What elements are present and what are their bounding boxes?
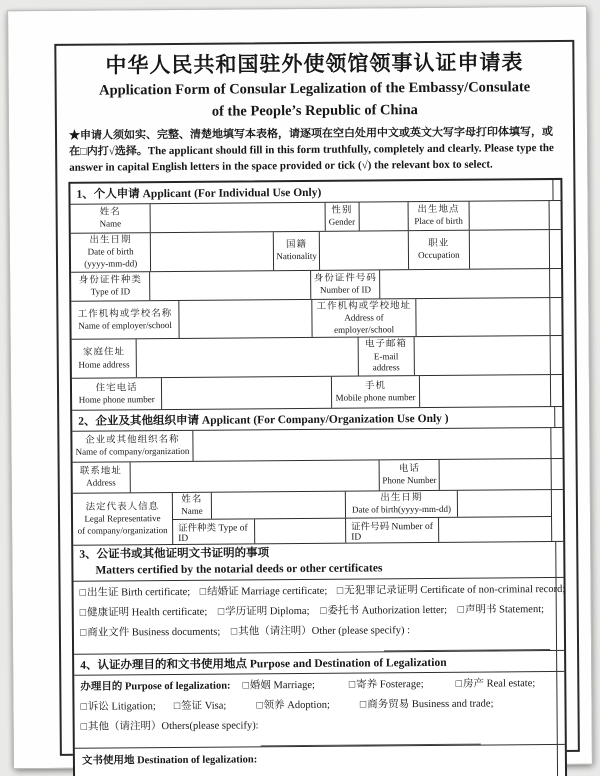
table-row xyxy=(72,427,562,462)
checkbox-icon: □ xyxy=(457,604,465,616)
checkbox-business-documents[interactable]: □商业文件 Business documents; xyxy=(80,627,220,639)
table-row xyxy=(71,297,561,340)
checkbox-marriage[interactable]: □婚姻 Marriage; xyxy=(242,676,315,697)
destination-row xyxy=(75,744,565,776)
company-phone-label: 电话 Phone Number xyxy=(379,460,439,490)
home-address-input-cell[interactable] xyxy=(136,338,357,377)
nationality-input-cell[interactable] xyxy=(319,231,409,269)
checkbox-authorization-letter[interactable]: □委托书 Authorization letter; xyxy=(320,605,447,617)
company-name-input-cell[interactable] xyxy=(192,428,550,461)
instructions-note-en: The applicant should fill in this form truthfully, completely and clearly. Please type the answer in capital English letters in the space provided or tick (√) the relevant box to select. xyxy=(69,142,554,174)
rep-id-type-input-cell[interactable] xyxy=(254,519,345,544)
employer-name-input-cell[interactable] xyxy=(178,300,311,339)
checkbox-icon: □ xyxy=(173,700,181,712)
checkbox-icon: □ xyxy=(336,585,344,597)
checkbox-icon: □ xyxy=(80,721,88,733)
id-number-label: 身份证件号码 Number of ID xyxy=(310,270,380,299)
section3-header xyxy=(73,542,555,581)
email-label: 电子邮箱 E-mail address xyxy=(357,338,414,376)
rep-id-number-label: 证件号码 Number of ID xyxy=(345,518,438,543)
name-label: 姓名 Name xyxy=(99,207,122,229)
checkbox-icon: □ xyxy=(217,606,225,618)
checkbox-icon: □ xyxy=(242,680,249,692)
purpose-label: 办理目的 Purpose of legalization: xyxy=(80,680,231,693)
checkbox-health-certificate[interactable]: □健康证明 Health certificate; xyxy=(80,607,208,619)
form-title-en-line1: Application Form of Consular Legalization of the Embassy/Consulate xyxy=(99,79,531,99)
section3-header-en: Matters certified by the notarial deeds or other certificates xyxy=(95,562,383,577)
table-row xyxy=(71,268,561,301)
scanned-page xyxy=(8,7,592,769)
checkbox-icon: □ xyxy=(455,678,463,690)
email-input-cell[interactable] xyxy=(414,336,550,375)
right-margin-cell xyxy=(554,407,566,427)
id-number-input-cell[interactable] xyxy=(380,269,550,298)
gender-input-cell[interactable] xyxy=(358,202,408,230)
instructions-note-cn: ★申请人须如实、完整、清楚地填写本表格，请逐项在空白处用中文或英文大写字母打印体填写，或在□内打√选择。 xyxy=(68,126,554,158)
legal-representative-row xyxy=(73,489,563,545)
page-border-frame xyxy=(54,40,580,767)
checkbox-fosterage[interactable]: □寄养 Fosterage; xyxy=(349,675,424,696)
checkbox-icon: □ xyxy=(79,607,87,619)
section2-header: 2、企业及其他组织申请 Applicant (For Company/Organization Use Only ) xyxy=(78,412,449,428)
checkbox-other-purpose[interactable]: □其他（请注明）Others(please specify): xyxy=(81,720,259,732)
checkbox-litigation[interactable]: □诉讼 Litigation; xyxy=(80,697,155,718)
right-margin-cell xyxy=(556,651,568,671)
checkbox-other-certificate[interactable]: □其他（请注明）Other (please specify) : xyxy=(231,625,410,637)
section3-options-row xyxy=(74,577,565,654)
checkbox-visa[interactable]: □签证 Visa; xyxy=(174,697,227,717)
right-margin-cell xyxy=(550,375,562,406)
options-line xyxy=(80,600,550,624)
rep-id-number-input-cell[interactable] xyxy=(438,517,551,542)
occupation-label: 职业 Occupation xyxy=(408,231,469,269)
rep-date-of-birth-label: 出生日期 Date of birth(yyyy-mm-dd) xyxy=(345,491,457,518)
table-row xyxy=(72,374,562,410)
table-row xyxy=(73,458,563,493)
section3-header-cn: 3、公证书或其他证明文书证明的事项 xyxy=(79,547,270,561)
checkbox-real-estate[interactable]: □房产 Real estate; xyxy=(456,674,536,695)
rep-date-of-birth-input-cell[interactable] xyxy=(457,490,551,517)
checkbox-icon: □ xyxy=(199,586,207,598)
right-margin-cell xyxy=(549,230,561,268)
section2-header-row xyxy=(72,406,562,431)
legal-representative-label: 法定代表人信息 Legal Representative of company/organization xyxy=(77,501,168,536)
section4-header: 4、认证办理目的和文书使用地点 Purpose and Destination of Legalization xyxy=(80,656,447,672)
checkbox-adoption[interactable]: □领养 Adoption; xyxy=(256,696,330,717)
employer-name-label: 工作机构或学校名称 Name of employer/school xyxy=(77,308,173,331)
table-row xyxy=(71,200,561,233)
checkbox-non-criminal-record[interactable]: □无犯罪记录证明 Certificate of non-criminal record; xyxy=(337,584,565,597)
company-address-label: 联系地址 Address xyxy=(79,466,122,489)
other-purpose-specify-line[interactable] xyxy=(261,735,481,746)
checkbox-marriage-certificate[interactable]: □结婚证 Marriage certificate; xyxy=(200,586,328,598)
mobile-phone-label: 手机 Mobile phone number xyxy=(331,376,420,408)
checkbox-diploma[interactable]: □学历证明 Diploma; xyxy=(218,606,310,618)
id-type-input-cell[interactable] xyxy=(149,271,310,300)
table-row xyxy=(72,335,562,378)
section4-header-row xyxy=(74,650,564,675)
section1-header-row xyxy=(70,180,560,204)
name-input-cell[interactable] xyxy=(150,203,325,232)
right-margin-cell xyxy=(550,428,562,458)
right-margin-cell xyxy=(556,578,569,650)
legal-representative-fields xyxy=(172,490,551,544)
occupation-input-cell[interactable] xyxy=(468,230,549,268)
options-line xyxy=(80,694,550,718)
company-phone-input-cell[interactable] xyxy=(439,459,551,490)
right-margin-cell xyxy=(550,336,562,374)
table-row xyxy=(71,229,561,272)
mobile-phone-input-cell[interactable] xyxy=(419,375,550,407)
nationality-label: 国籍 Nationality xyxy=(273,232,319,270)
rep-id-type-label: 证件种类 Type of ID xyxy=(172,520,254,545)
place-of-birth-input-cell[interactable] xyxy=(468,201,549,230)
rep-name-label: 姓名 Name xyxy=(172,493,211,519)
checkbox-icon: □ xyxy=(79,587,86,599)
employer-address-label: 工作机构或学校地址 Address of employer/school xyxy=(311,299,415,338)
right-margin-cell xyxy=(555,542,567,577)
place-of-birth-label: 出生地点 Place of birth xyxy=(408,202,469,230)
section4-options xyxy=(74,672,557,748)
form-title-en-line2: of the People’s Republic of China xyxy=(211,101,418,120)
checkbox-icon: □ xyxy=(80,701,87,713)
form-title-en xyxy=(57,77,573,124)
checkbox-icon: □ xyxy=(320,605,327,617)
home-address-label: 家庭住址 Home address xyxy=(78,347,130,370)
rep-name-input-cell[interactable] xyxy=(211,492,345,519)
table-row xyxy=(172,490,551,519)
options-line xyxy=(80,620,550,644)
checkbox-birth-certificate[interactable]: □出生证 Birth certificate; xyxy=(80,587,191,599)
form-title-cn: 中华人民共和国驻外使领馆领事认证申请表 xyxy=(105,50,524,78)
right-margin-cell xyxy=(552,180,564,200)
right-margin-cell xyxy=(549,201,561,229)
checkbox-icon: □ xyxy=(256,700,263,712)
right-margin-cell xyxy=(551,490,563,541)
company-name-label: 企业或其他组织名称 Name of company/organization xyxy=(75,435,190,458)
application-form-table xyxy=(68,178,567,776)
right-margin-cell xyxy=(549,298,561,336)
home-phone-input-cell[interactable] xyxy=(161,377,331,409)
section4-purpose-row xyxy=(74,671,565,748)
company-address-input-cell[interactable] xyxy=(129,461,379,493)
destination-cell[interactable] xyxy=(75,745,557,776)
right-margin-cell xyxy=(557,745,569,776)
checkbox-icon: □ xyxy=(230,626,238,638)
table-row xyxy=(172,516,551,544)
checkbox-icon: □ xyxy=(359,699,367,711)
other-certificate-specify-line[interactable] xyxy=(384,641,550,651)
section1-header: 1、个人申请 Applicant (For Individual Use Only) xyxy=(76,186,322,201)
checkbox-statement[interactable]: □声明书 Statement; xyxy=(458,604,544,616)
right-margin-cell xyxy=(556,672,569,744)
destination-label: 文书使用地 Destination of legalization: xyxy=(81,754,258,767)
id-type-label: 身份证件种类 Type of ID xyxy=(78,274,142,297)
instructions-note xyxy=(69,125,562,177)
gender-label: 性别 Gender xyxy=(324,203,358,231)
options-line xyxy=(81,714,551,738)
checkbox-business-and-trade[interactable]: □商务贸易 Business and trade; xyxy=(360,694,494,715)
right-margin-cell xyxy=(549,269,561,297)
date-of-birth-input-cell[interactable] xyxy=(150,232,273,271)
right-margin-cell xyxy=(551,459,563,489)
date-of-birth-label: 出生日期 Date of birth (yyyy-mm-dd) xyxy=(84,235,138,269)
checkbox-icon: □ xyxy=(79,627,87,639)
checkbox-icon: □ xyxy=(348,679,356,691)
section3-header-row xyxy=(73,541,563,581)
home-phone-label: 住宅电话 Home phone number xyxy=(78,382,155,405)
employer-address-input-cell[interactable] xyxy=(415,298,549,337)
section3-options xyxy=(74,578,566,654)
